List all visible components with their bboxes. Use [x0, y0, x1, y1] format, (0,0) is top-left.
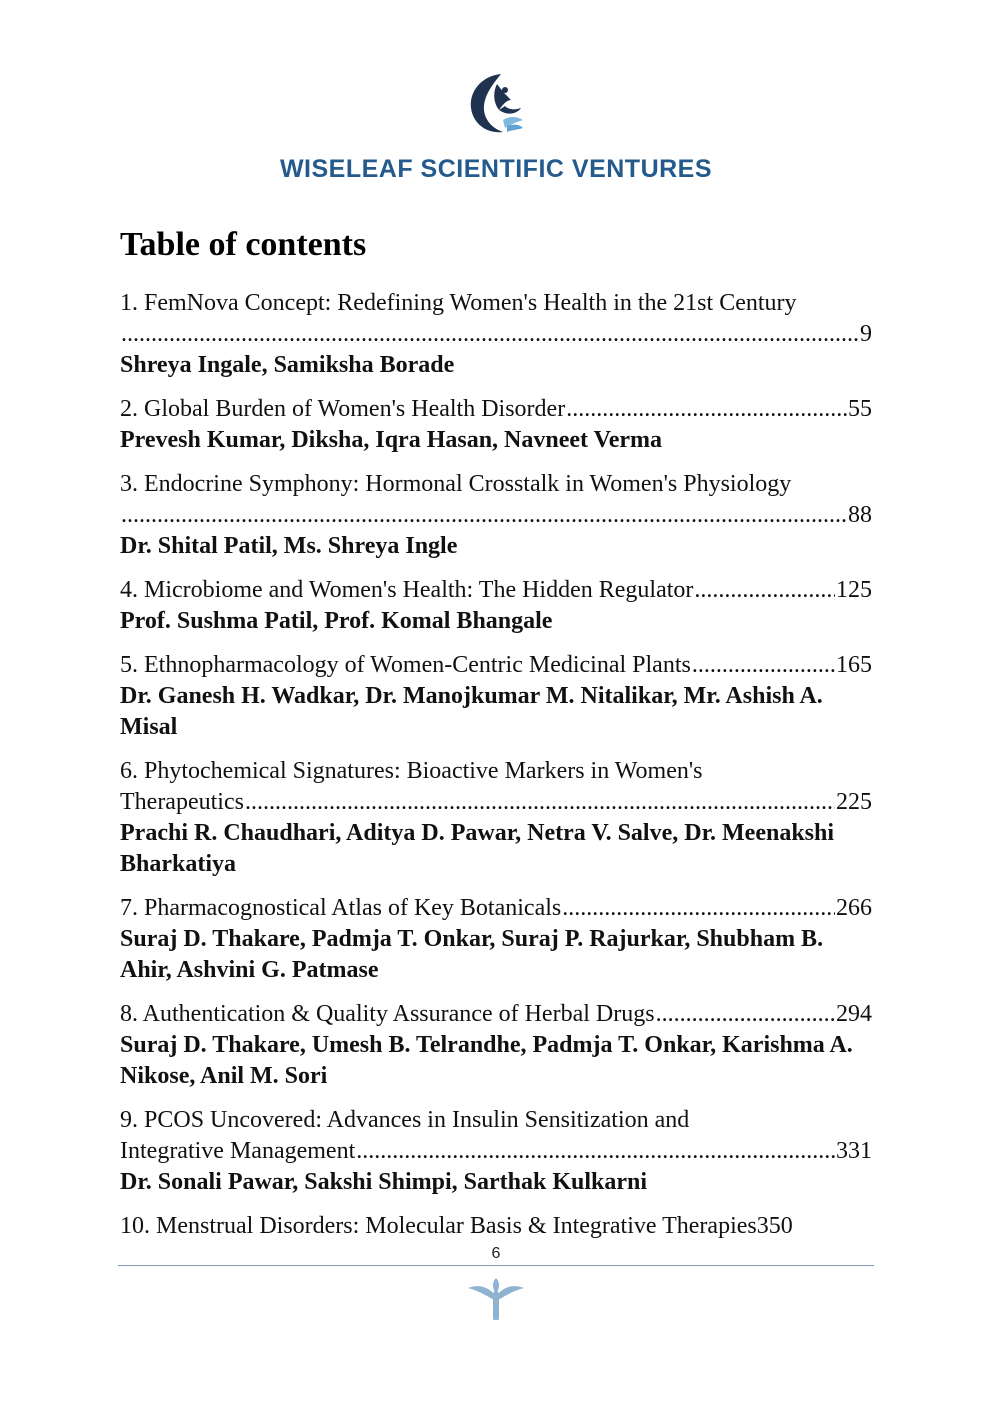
toc-entry-title: 4. Microbiome and Women's Health: The Hidden Regulator [120, 577, 694, 603]
toc-entry[interactable] [120, 288, 872, 381]
toc-entry-leader [120, 1211, 872, 1242]
toc-entry-page: 55 [848, 396, 872, 422]
dot-leader [562, 893, 835, 924]
footer-divider [118, 1265, 874, 1266]
toc-entry[interactable] [120, 1105, 872, 1198]
toc-entry-leader [120, 1136, 872, 1167]
toc-entry[interactable] [120, 756, 872, 880]
toc-entry-title-tail: Integrative Management [120, 1138, 356, 1164]
toc-entry-title: 6. Phytochemical Signatures: Bioactive Markers in Women's [120, 758, 703, 784]
toc-entry-title: 3. Endocrine Symphony: Hormonal Crosstalk in Women's Physiology [120, 471, 792, 497]
toc-entry-title: 8. Authentication & Quality Assurance of Herbal Drugs [120, 1001, 655, 1027]
toc-entry-leader [120, 999, 872, 1030]
toc-entry-leader [120, 319, 872, 350]
toc-entry-authors: Dr. Ganesh H. Wadkar, Dr. Manojkumar M. Nitalikar, Mr. Ashish A. Misal [120, 683, 823, 740]
toc-entry-leader [120, 650, 872, 681]
toc-entry-page: 9 [860, 321, 872, 347]
dot-leader [121, 500, 847, 531]
toc-entry-title: 5. Ethnopharmacology of Women-Centric Medicinal Plants [120, 652, 691, 678]
toc-entry-page: 266 [836, 895, 872, 921]
toc-entry-authors: Suraj D. Thakare, Umesh B. Telrandhe, Padmja T. Onkar, Karishma A. Nikose, Anil M. Sori [120, 1032, 853, 1089]
toc-entry-authors: Prevesh Kumar, Diksha, Iqra Hasan, Navneet Verma [120, 427, 663, 453]
toc-entry-page: 125 [836, 577, 872, 603]
toc-entry-title: 1. FemNova Concept: Redefining Women's Health in the 21st Century [120, 290, 797, 316]
toc-entry[interactable] [120, 999, 872, 1092]
toc-entry-page: 88 [848, 502, 872, 528]
toc-entry-authors: Dr. Shital Patil, Ms. Shreya Ingle [120, 533, 458, 559]
toc-entry-title: 10. Menstrual Disorders: Molecular Basis & Integrative Therapies [120, 1213, 757, 1239]
toc-entry-authors: Dr. Sonali Pawar, Sakshi Shimpi, Sarthak Kulkarni [120, 1169, 648, 1195]
toc-entry-page: 350 [756, 1213, 793, 1239]
dot-leader [694, 575, 835, 606]
dot-leader [692, 650, 835, 681]
toc-entry[interactable] [120, 650, 872, 743]
publisher-logo-icon [463, 70, 527, 140]
toc-entry-authors: Prachi R. Chaudhari, Aditya D. Pawar, Netra V. Salve, Dr. Meenakshi Bharkatiya [120, 820, 835, 877]
toc-entry-leader [120, 500, 872, 531]
toc-entry[interactable] [120, 1211, 872, 1242]
toc-entry-title-tail: Therapeutics [120, 789, 244, 815]
toc-entry-page: 225 [836, 789, 872, 815]
toc-entry-leader [120, 787, 872, 818]
leaf-sprout-ornament-icon [466, 1278, 526, 1320]
publisher-name: WISELEAF SCIENTIFIC VENTURES [279, 155, 713, 183]
page-number: 6 [491, 1245, 501, 1262]
dot-leader [656, 999, 835, 1030]
toc-entry-authors: Prof. Sushma Patil, Prof. Komal Bhangale [120, 608, 553, 634]
toc-entry[interactable] [120, 394, 872, 456]
dot-leader [121, 319, 859, 350]
toc-entry-authors: Shreya Ingale, Samiksha Borade [120, 352, 455, 378]
toc-entry-authors: Suraj D. Thakare, Padmja T. Onkar, Suraj P. Rajurkar, Shubham B. Ahir, Ashvini G. Patmase [120, 926, 824, 983]
toc-entry-page: 294 [836, 1001, 872, 1027]
toc-entry-title: 9. PCOS Uncovered: Advances in Insulin Sensitization and [120, 1107, 690, 1133]
toc-entry[interactable] [120, 469, 872, 562]
toc-entry-leader [120, 575, 872, 606]
toc-heading: Table of contents [120, 226, 367, 263]
toc-entry[interactable] [120, 893, 872, 986]
toc-entry-title: 2. Global Burden of Women's Health Disorder [120, 396, 566, 422]
toc-entry-page: 331 [836, 1138, 872, 1164]
toc-entry-leader [120, 394, 872, 425]
toc-entry[interactable] [120, 575, 872, 637]
toc-entry-page: 165 [836, 652, 872, 678]
toc-entry-leader [120, 893, 872, 924]
dot-leader [356, 1136, 835, 1167]
toc-entry-title: 7. Pharmacognostical Atlas of Key Botanicals [120, 895, 562, 921]
dot-leader [566, 394, 847, 425]
dot-leader [245, 787, 835, 818]
toc-entries [120, 288, 872, 1255]
